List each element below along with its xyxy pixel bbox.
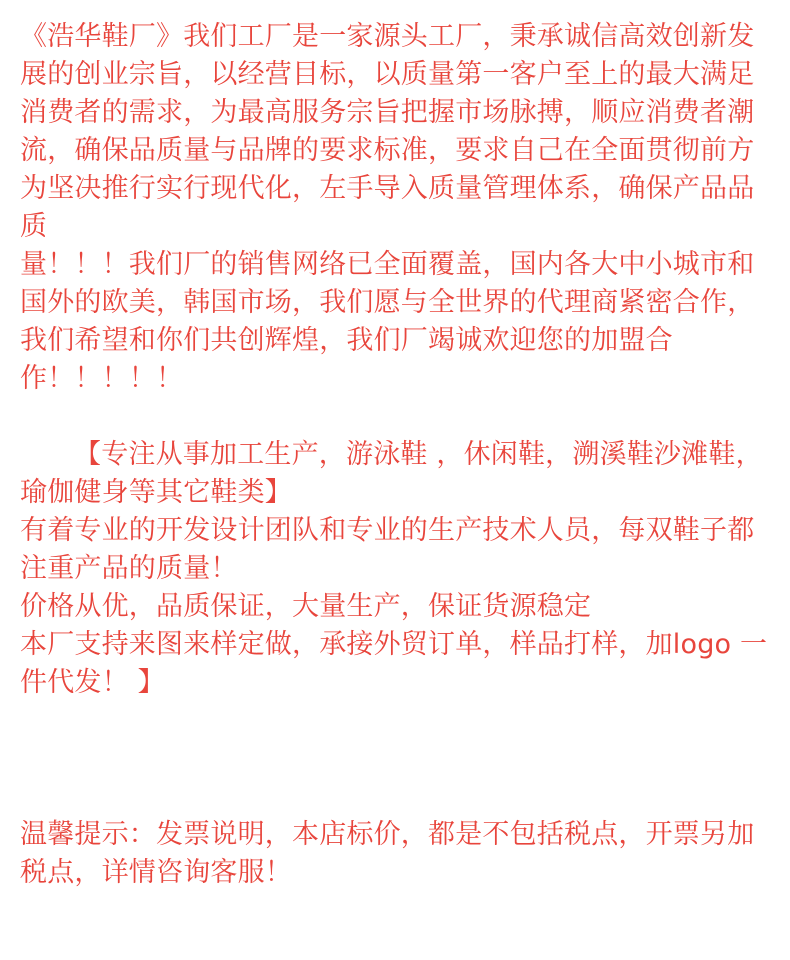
intro-text: 《浩华鞋厂》我们工厂是一家源头工厂，秉承诚信高效创新发展的创业宗旨，以经营目标，以质量第一客户至上的最大满足消费者的需求，为最高服务宗旨把握市场脉搏，顺应消费者潮流，确保品质量与品牌的要求标准，要求自己在全面贯彻前方为坚决推行实行现代化，左手导入质量管理体系，确保产品品质 [20, 21, 755, 242]
spacer [20, 702, 775, 816]
team-paragraph: 有着专业的开发设计团队和专业的生产技术人员，每双鞋子都注重产品的质量！ [20, 515, 755, 584]
spacer [20, 398, 775, 436]
intro-paragraph [20, 18, 775, 398]
focus-paragraph: 【专注从事加工生产，游泳鞋 ，休闲鞋，溯溪鞋沙滩鞋，瑜伽健身等其它鞋类】 [20, 439, 763, 508]
intro-text-continued: 量！！！我们厂的销售网络已全面覆盖，国内各大中小城市和国外的欧美，韩国市场，我们愿与全世界的代理商紧密合作，我们希望和你们共创辉煌，我们厂竭诚欢迎您的加盟合作！！！！！ [20, 249, 755, 394]
price-line: 价格从优，品质保证，大量生产，保证货源稳定 [20, 591, 592, 622]
invoice-notice: 温馨提示：发票说明，本店标价，都是不包括税点，开票另加税点，详情咨询客服！ [20, 819, 755, 888]
custom-paragraph: 本厂支持来图来样定做，承接外贸订单，样品打样，加logo 一件代发！ 】 [20, 629, 768, 698]
factory-description [20, 18, 775, 892]
